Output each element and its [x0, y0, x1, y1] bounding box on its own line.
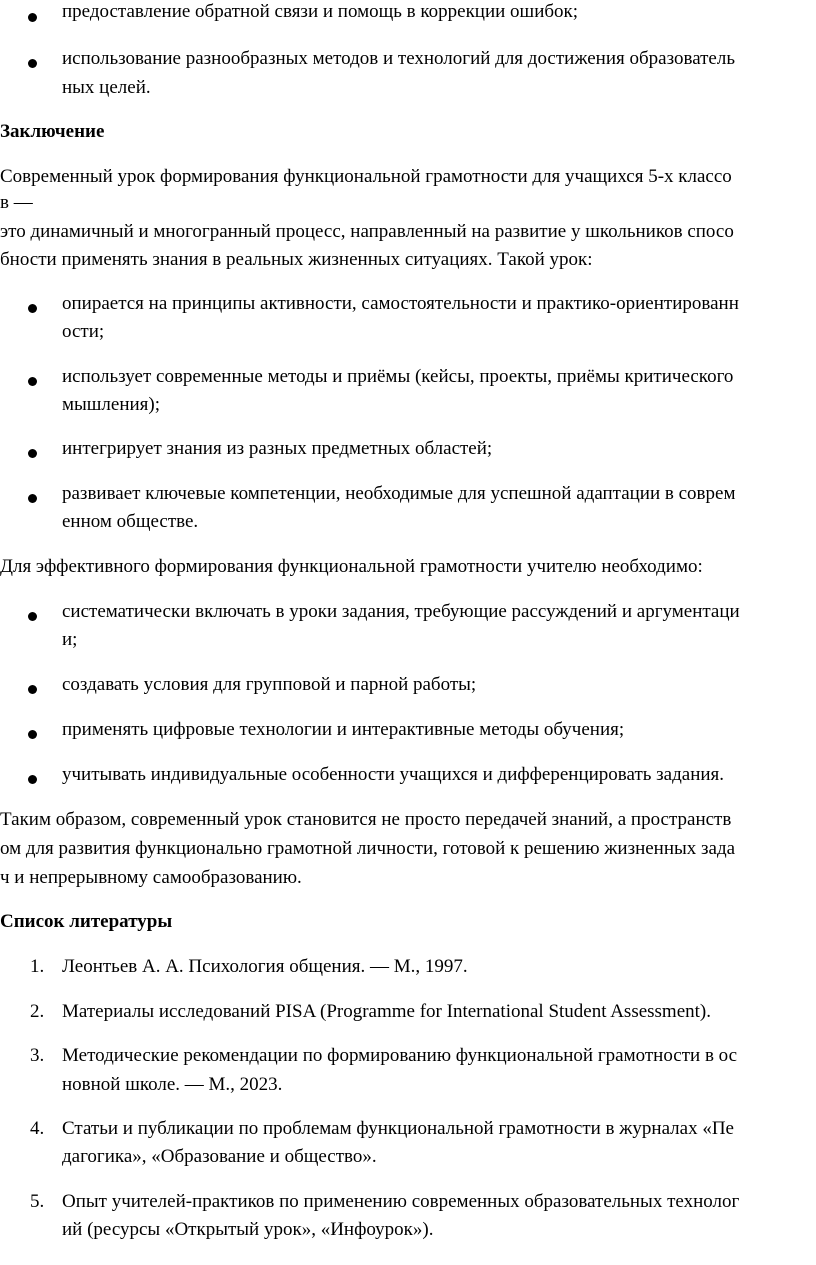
list-item-line: создавать условия для групповой и парной работы; [62, 674, 477, 695]
paragraph-line: в — [0, 192, 33, 213]
bullet-icon [28, 13, 37, 22]
list-item-line: енном обществе. [62, 511, 199, 532]
list-item-line: учитывать индивидуальные особенности учащихся и дифференцировать задания. [62, 764, 725, 785]
paragraph-line: Современный урок формирования функциональной грамотности для учащихся 5-х классо [0, 166, 732, 187]
list-item-line: использует современные методы и приёмы (кейсы, проекты, приёмы критического [62, 366, 734, 387]
bullet-icon [28, 685, 37, 694]
list-item-line: использование разнообразных методов и технологий для достижения образователь [62, 48, 736, 69]
paragraph-line: Таким образом, современный урок становится не просто передачей знаний, а пространств [0, 809, 732, 830]
reference-number: 1. [30, 956, 45, 977]
list-item-line: ных целей. [62, 77, 151, 98]
bullet-icon [28, 612, 37, 621]
bullet-icon [28, 304, 37, 313]
list-item-line: предоставление обратной связи и помощь в коррекции ошибок; [62, 1, 579, 22]
paragraph-line: ом для развития функционально грамотной личности, готовой к решению жизненных зада [0, 838, 736, 859]
list-item-line: применять цифровые технологии и интерактивные методы обучения; [62, 719, 625, 740]
reference-line: Статьи и публикации по проблемам функциональной грамотности в журналах «Пе [62, 1118, 734, 1139]
reference-number: 3. [30, 1045, 45, 1066]
reference-line: ий (ресурсы «Открытый урок», «Инфоурок»). [62, 1219, 434, 1240]
list-item-line: развивает ключевые компетенции, необходимые для успешной адаптации в соврем [62, 483, 736, 504]
bullet-icon [28, 775, 37, 784]
paragraph-line: это динамичный и многогранный процесс, направленный на развитие у школьников спосо [0, 221, 734, 242]
reference-number: 2. [30, 1001, 45, 1022]
list-item-line: ости; [62, 321, 105, 342]
paragraph-line: ч и непрерывному самообразованию. [0, 867, 302, 888]
reference-line: Материалы исследований PISA (Programme for International Student Assessment). [62, 1001, 711, 1022]
reference-number: 4. [30, 1118, 45, 1139]
bullet-icon [28, 494, 37, 503]
reference-line: Леонтьев А. А. Психология общения. — М., 1997. [62, 956, 468, 977]
teacher-intro: Для эффективного формирования функциональной грамотности учителю необходимо: [0, 556, 703, 577]
conclusion-heading: Заключение [0, 121, 105, 142]
bullet-icon [28, 730, 37, 739]
list-item-line: систематически включать в уроки задания, требующие рассуждений и аргументаци [62, 601, 740, 622]
list-item-line: опирается на принципы активности, самостоятельности и практико-ориентированн [62, 293, 739, 314]
bullet-icon [28, 377, 37, 386]
list-item-line: интегрирует знания из разных предметных областей; [62, 438, 493, 459]
list-item-line: и; [62, 629, 78, 650]
reference-number: 5. [30, 1191, 45, 1212]
reference-line: новной школе. — М., 2023. [62, 1074, 283, 1095]
list-item-line: мышления); [62, 394, 161, 415]
bullet-icon [28, 449, 37, 458]
reference-line: Опыт учителей-практиков по применению современных образовательных технолог [62, 1191, 740, 1212]
references-heading: Список литературы [0, 911, 173, 932]
reference-line: Методические рекомендации по формированию функциональной грамотности в ос [62, 1045, 738, 1066]
bullet-icon [28, 59, 37, 68]
reference-line: дагогика», «Образование и общество». [62, 1146, 377, 1167]
paragraph-line: бности применять знания в реальных жизненных ситуациях. Такой урок: [0, 249, 593, 270]
